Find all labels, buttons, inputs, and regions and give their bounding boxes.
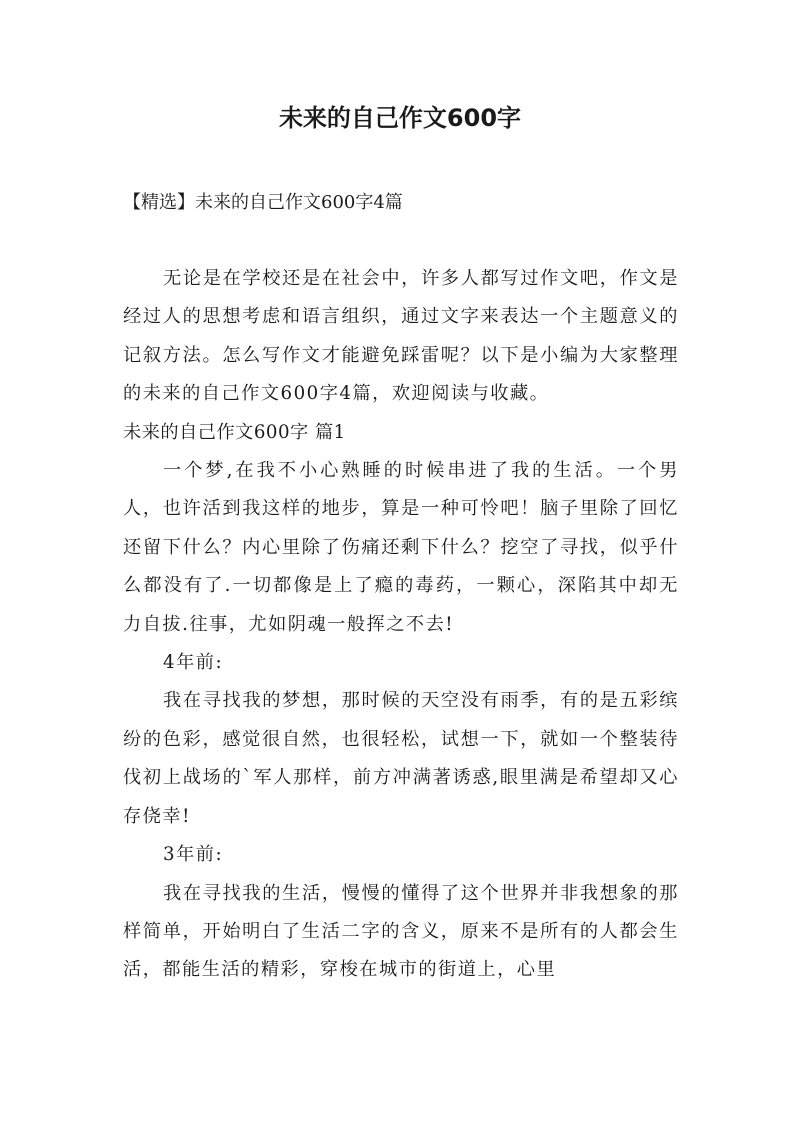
body-paragraph: 一个梦,在我不小心熟睡的时候串进了我的生活。一个男人，也许活到我这样的地步，算是一种可怜吧！脑子里除了回忆还留下什么？内心里除了伤痛还剩下什么？挖空了寻找，似乎什么都没有了.一切都像是上了瘾的毒药，一颗心，深陷其中却无力自拔.往事，尤如阴魂一般挥之不去! — [123, 460, 679, 635]
document-title: 未来的自己作文600字 — [278, 104, 522, 132]
document-body — [123, 260, 679, 990]
time-label-paragraph: 3年前: — [163, 844, 224, 866]
intro-paragraph: 无论是在学校还是在社会中，许多人都写过作文吧，作文是经过人的思想考虑和语言组织，通过文字来表达一个主题意义的记叙方法。怎么写作文才能避免踩雷呢？以下是小编为大家整理的未来的自己作文600字4篇，欢迎阅读与收藏。 — [123, 268, 679, 405]
body-paragraph: 我在寻找我的生活，慢慢的懂得了这个世界并非我想象的那样简单，开始明白了生活二字的含义，原来不是所有的人都会生活，都能生活的精彩，穿梭在城市的街道上，心里 — [123, 882, 679, 981]
body-paragraph: 我在寻找我的梦想，那时候的天空没有雨季，有的是五彩缤纷的色彩，感觉很自然，也很轻松，试想一下，就如一个整装待伐初上战场的`军人那样，前方冲满著诱惑,眼里满是希望却又心存侥幸! — [123, 690, 679, 827]
section-heading: 未来的自己作文600字 篇1 — [123, 421, 346, 443]
document-subtitle: 【精选】未来的自己作文600字4篇 — [123, 192, 403, 213]
time-label-paragraph: 4年前: — [163, 652, 224, 674]
